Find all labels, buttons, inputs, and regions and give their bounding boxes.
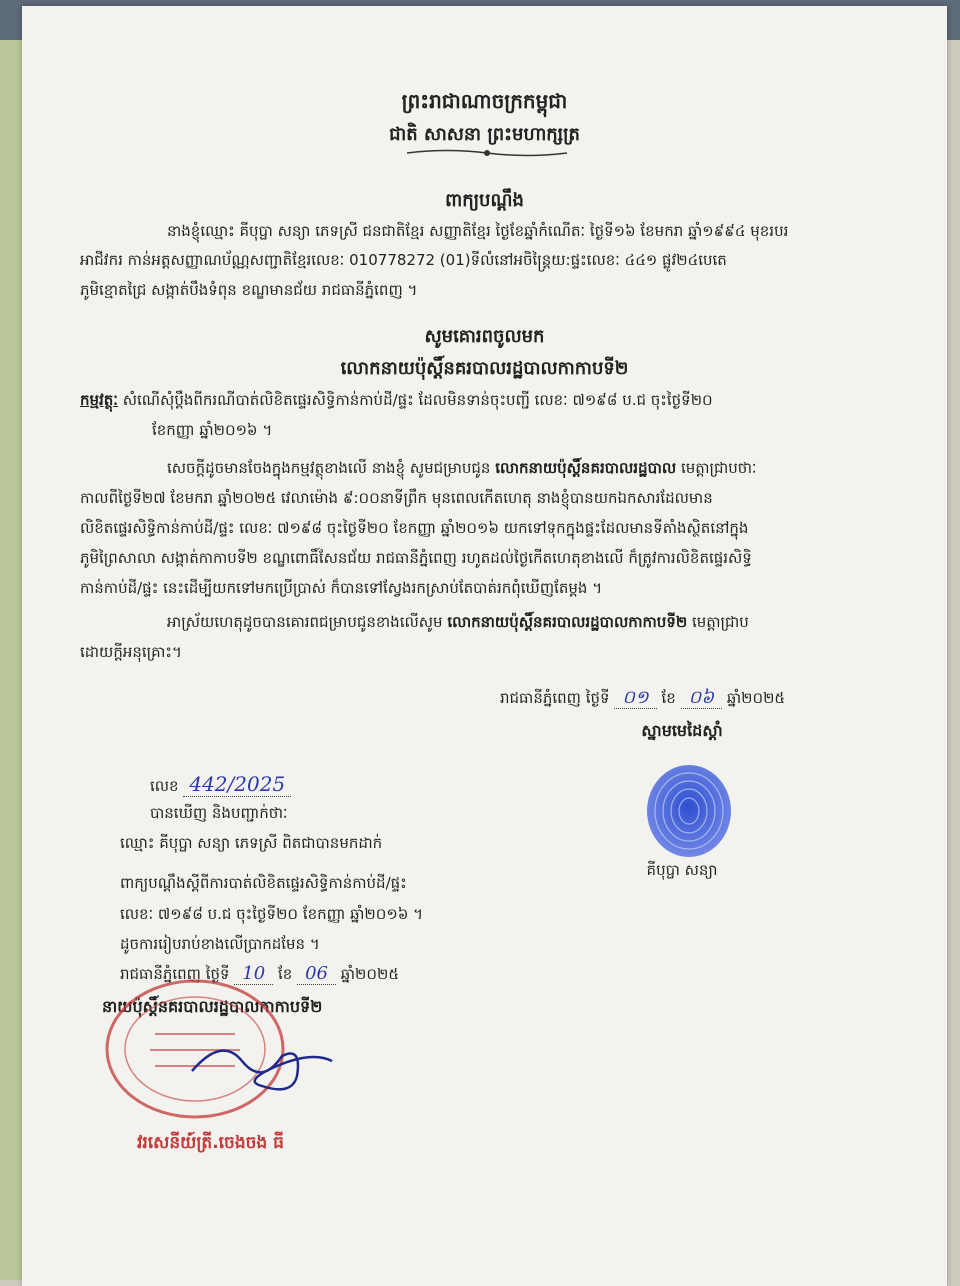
para1-recipient: លោកនាយប៉ុស្តិ៍នគរបាលរដ្ឋបាល xyxy=(495,459,677,477)
motto-heading: ជាតិ សាសនា ព្រះមហាក្សត្រ xyxy=(389,124,580,145)
para1-line-5: កាន់កាប់ដី/ផ្ទះ នេះដើម្បីយកទៅមកប្រើប្រាស់ ក៏បានទៅស្វែងរកស្រាប់តែបាត់រកពុំឃើញតែម្តង ។ xyxy=(80,579,603,597)
subject-text-1: សំណើសុំប្តឹងពីករណីបាត់លិខិតផ្ទេរសិទ្ធិកាន់កាប់ដី/ផ្ទះ ដែលមិនទាន់ចុះបញ្ជី លេខៈ ៧១៩៨ ប.ជ ចុះថ្ងៃទី២០ xyxy=(122,391,713,409)
verification-line-2: ពាក្យបណ្តឹងស្តីពីការបាត់លិខិតផ្ទេរសិទ្ធិកាន់កាប់ដី/ផ្ទះ xyxy=(120,874,407,892)
date-month-label: ខែ xyxy=(661,689,676,707)
verification-date-month: 06 xyxy=(297,963,336,985)
thumbprint-label: ស្នាមមេដៃស្តាំ xyxy=(641,721,723,740)
verification-line-3: លេខៈ ៧១៩៨ ប.ជ ចុះថ្ងៃទី២០ ខែកញ្ញា ឆ្នាំ២០១៦ ។ xyxy=(120,905,424,923)
intro-line-3: ភូមិខ្មោតជ្រៃ សង្កាត់បឹងទំពុន ខណ្ឌមានជ័យ រាជធានីភ្នំពេញ ។ xyxy=(80,281,418,299)
verification-number xyxy=(150,774,291,796)
date-day: ០១ xyxy=(614,687,656,709)
para2-recipient: លោកនាយប៉ុស្តិ៍នគរបាលរដ្ឋបាលកាកាបទី២ xyxy=(447,613,688,631)
para1-tail: មេត្តាជ្រាបថាៈ xyxy=(680,459,757,477)
subject-line-1 xyxy=(80,390,713,410)
para2-lead: អាស្រ័យហេតុដូចបានគោរពជម្រាបជូនខាងលើសូម xyxy=(167,613,443,631)
verification-line-4: ដូចការរៀបរាប់ខាងលើប្រាកដមែន ។ xyxy=(120,935,320,953)
para1-first-line xyxy=(167,458,757,478)
para1-line-2: កាលពីថ្ងៃទី២៧ ខែមករា ឆ្នាំ២០២៥ វេលាម៉ោង ៩:០០នាទីព្រឹក មុនពេលកើតហេតុ នាងខ្ញុំបានយកឯកសារដែលមាន xyxy=(80,489,713,507)
complaint-date xyxy=(500,688,785,708)
verification-date-day: 10 xyxy=(234,963,273,985)
recipient-heading: លោកនាយប៉ុស្តិ៍នគរបាលរដ្ឋបាលកាកាបទី២ xyxy=(340,358,629,379)
complaint-document xyxy=(22,6,947,1286)
ornament-divider xyxy=(407,146,567,160)
subject-label: កម្មវត្ថុៈ xyxy=(80,391,118,409)
verification-date-year: ឆ្នាំ២០២៥ xyxy=(340,965,399,983)
subject-line-2: ខែកញ្ញា ឆ្នាំ២០១៦ ។ xyxy=(152,421,273,439)
kingdom-heading: ព្រះរាជាណាចក្រកម្ពុជា xyxy=(401,89,568,113)
respect-line: សូមគោរពចូលមក xyxy=(424,326,545,347)
intro-line-1: នាងខ្ញុំឈ្មោះ គីបុប្ផា សន្យា ភេទស្រី ជនជាតិខ្មែរ សញ្ញាតិខ្មែរ ថ្ងៃខែឆ្នាំកំណើតៈ ថ្ងៃទី១៦ ខែមករា ឆ្នាំ១៩៩៤ មុខរបរ xyxy=(167,222,789,240)
officer-signature-icon xyxy=(182,1031,342,1101)
para1-line-3: លិខិតផ្ទេរសិទ្ធិកាន់កាប់ដី/ផ្ទះ លេខៈ ៧១៩៨ ចុះថ្ងៃទី២០ ខែកញ្ញា ឆ្នាំ២០១៦ យកទៅទុកក្នុងផ្ទះដែលមានទីតាំងស្ថិតនៅក្នុង xyxy=(80,519,749,537)
intro-line-2: អាជីវករ កាន់អត្តសញ្ញាណប័ណ្ណសញ្ជាតិខ្មែរលេខៈ 010778272 (01)ទីលំនៅអចិន្ត្រៃយ:ផ្ទះលេខៈ ៤៤១ ផ្លូវ២៤បេតេ xyxy=(80,251,727,269)
date-prefix: រាជធានីភ្នំពេញ ថ្ងៃទី xyxy=(500,689,610,707)
signer-name: គីបុប្ផា សន្យា xyxy=(646,861,718,879)
office-title: នាយប៉ុស្តិ៍នគរបាលរដ្ឋបាលកាកាបទី២ xyxy=(102,997,323,1016)
number-label: លេខ xyxy=(150,777,179,795)
date-year: ឆ្នាំ២០២៥ xyxy=(726,689,786,707)
para2-first-line xyxy=(167,612,749,632)
thumbprint-icon xyxy=(634,761,744,861)
para2-last-line: ដោយក្តីអនុគ្រោះ។ xyxy=(80,643,182,661)
date-month: ០៦ xyxy=(681,687,723,709)
document-title: ពាក្យបណ្តឹង xyxy=(445,190,524,211)
seen-line: បានឃើញ និងបញ្ជាក់ថាៈ xyxy=(150,804,288,822)
para1-lead: សេចក្តីដូចមានចែងក្នុងកម្មវត្ថុខាងលើ នាងខ្ញុំ សូមជម្រាបជូន xyxy=(167,459,491,477)
para2-tail: មេត្តាជ្រាប xyxy=(691,613,749,631)
verification-date-prefix: រាជធានីភ្នំពេញ ថ្ងៃទី xyxy=(120,965,230,983)
number-value: 442/2025 xyxy=(183,772,291,797)
para1-line-4: ភូមិព្រៃសាលា សង្កាត់កាកាបទី២ ខណ្ឌពោធិ៍សែនជ័យ រាជធានីភ្នំពេញ រហូតដល់ថ្ងៃកើតហេតុខាងលើ ក៏ត្រូវការលិខិតផ្ទេរសិទ្ធិ xyxy=(80,549,752,567)
verification-date-month-label: ខែ xyxy=(277,965,293,983)
officer-name: វរសេនីយ៍ត្រី.ចេងចង ធី xyxy=(137,1133,284,1153)
verification-line-1: ឈ្មោះ គីបុប្ផា សន្យា ភេទស្រី ពិតជាបានមកដាក់ xyxy=(120,834,383,852)
